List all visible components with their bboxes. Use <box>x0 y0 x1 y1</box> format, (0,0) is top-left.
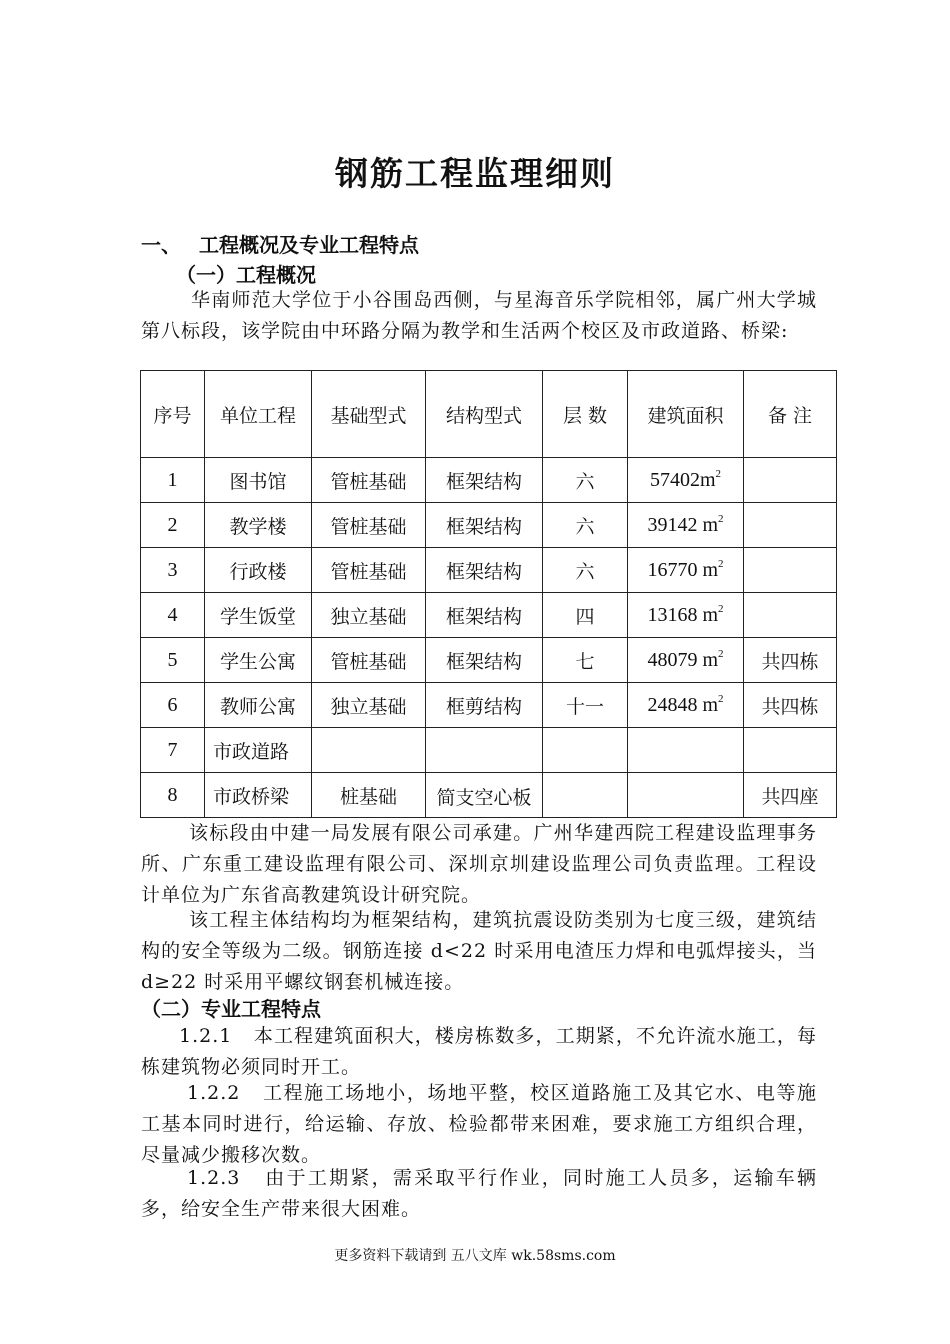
contractor-paragraph: 该标段由中建一局发展有限公司承建。广州华建西院工程建设监理事务所、广东重工建设监理有限公司、深圳京圳建设监理公司负责监理。工程设计单位为广东省高教建筑设计研究院。 <box>141 822 817 906</box>
feature-item <box>141 1163 817 1225</box>
section-title: 工程概况及专业工程特点 <box>199 233 419 257</box>
cell-note <box>744 458 837 503</box>
area-superscript: 2 <box>718 602 724 615</box>
cell-floors: 六 <box>543 548 628 593</box>
intro-paragraph: 华南师范大学位于小谷围岛西侧，与星海音乐学院相邻，属广州大学城第八标段，该学院由中环路分隔为教学和生活两个校区及市政道路、桥梁: <box>141 289 817 342</box>
cell-structure <box>426 773 543 818</box>
cell-structure: 框剪结构 <box>426 683 543 728</box>
area-value: 13168 m <box>647 603 719 626</box>
cell-unit: 学生公寓 <box>205 638 312 683</box>
table-row <box>141 773 837 818</box>
area-value: 16770 m <box>647 558 719 581</box>
cell-area <box>628 548 744 593</box>
cell-foundation: 独立基础 <box>312 683 426 728</box>
table-row <box>141 593 837 638</box>
area-value: 39142 m <box>647 513 719 536</box>
cell-foundation: 管桩基础 <box>312 458 426 503</box>
table-header-cell: 层 数 <box>543 371 628 458</box>
cell-no: 8 <box>141 773 205 818</box>
table-header-cell: 建筑面积 <box>628 371 744 458</box>
cell-note <box>744 593 837 638</box>
subsection-heading-overview: （一）工程概况 <box>176 263 316 287</box>
cell-structure: 框架结构 <box>426 638 543 683</box>
table-row <box>141 683 837 728</box>
table-header-cell: 基础型式 <box>312 371 426 458</box>
structure-paragraph: 该工程主体结构均为框架结构，建筑抗震设防类别为七度三级，建筑结构的安全等级为二级。钢筋连接 d<22 时采用电渣压力焊和电弧焊接头，当 d≥22 时采用平螺纹钢套机械连接。 <box>141 909 817 993</box>
area-value: 57402m <box>649 468 716 491</box>
cell-no: 5 <box>141 638 205 683</box>
area-superscript: 2 <box>715 467 722 480</box>
cell-foundation: 桩基础 <box>312 773 426 818</box>
cell-unit: 市政桥梁 <box>205 773 312 818</box>
area-value: 24848 m <box>647 693 719 716</box>
structure-text: 简支空心板 <box>436 787 532 809</box>
cell-foundation: 管桩基础 <box>312 548 426 593</box>
cell-floors: 十一 <box>543 683 628 728</box>
cell-no: 4 <box>141 593 205 638</box>
cell-unit: 行政楼 <box>205 548 312 593</box>
cell-note: 共四座 <box>744 773 837 818</box>
feature-text: 由于工期紧，需采取平行作业，同时施工人员多，运输车辆多，给安全生产带来很大困难。 <box>141 1167 817 1220</box>
cell-note: 共四栋 <box>744 683 837 728</box>
cell-foundation: 管桩基础 <box>312 638 426 683</box>
cell-floors: 六 <box>543 503 628 548</box>
subsection-heading-features: （二）专业工程特点 <box>141 997 321 1021</box>
area-superscript: 2 <box>718 557 724 570</box>
cell-area <box>628 773 744 818</box>
table-row <box>141 503 837 548</box>
cell-unit: 图书馆 <box>205 458 312 503</box>
document-title: 钢筋工程监理细则 <box>335 154 615 193</box>
cell-area <box>628 638 744 683</box>
table-row <box>141 458 837 503</box>
cell-foundation: 独立基础 <box>312 593 426 638</box>
cell-no: 6 <box>141 683 205 728</box>
cell-structure <box>426 728 543 773</box>
area-superscript: 2 <box>718 512 724 525</box>
feature-number: 1.2.2 <box>187 1082 241 1104</box>
feature-number: 1.2.1 <box>179 1025 233 1047</box>
section-heading <box>141 229 419 258</box>
cell-note <box>744 503 837 548</box>
cell-no: 1 <box>141 458 205 503</box>
cell-unit: 学生饭堂 <box>205 593 312 638</box>
area-superscript: 2 <box>718 647 724 660</box>
cell-area <box>628 683 744 728</box>
footer-download-note: 更多资料下载请到 五八文库 wk.58sms.com <box>334 1248 616 1264</box>
table-row <box>141 728 837 773</box>
cell-area <box>628 593 744 638</box>
cell-structure: 框架结构 <box>426 593 543 638</box>
cell-foundation <box>312 728 426 773</box>
cell-foundation: 管桩基础 <box>312 503 426 548</box>
area-superscript: 2 <box>718 692 724 705</box>
cell-floors: 六 <box>543 458 628 503</box>
section-number: 一、 <box>141 233 181 257</box>
cell-note: 共四栋 <box>744 638 837 683</box>
cell-unit: 市政道路 <box>205 728 312 773</box>
cell-area <box>628 728 744 773</box>
cell-unit: 教师公寓 <box>205 683 312 728</box>
feature-item <box>141 1021 817 1083</box>
cell-note <box>744 728 837 773</box>
cell-no: 2 <box>141 503 205 548</box>
cell-structure: 框架结构 <box>426 503 543 548</box>
table-row <box>141 638 837 683</box>
feature-number: 1.2.3 <box>187 1167 241 1189</box>
cell-note <box>744 548 837 593</box>
feature-text: 本工程建筑面积大，楼房栋数多，工期紧，不允许流水施工，每栋建筑物必须同时开工。 <box>141 1025 817 1078</box>
cell-area <box>628 503 744 548</box>
table-header-cell: 单位工程 <box>205 371 312 458</box>
feature-item <box>141 1078 817 1171</box>
project-units-table <box>140 370 837 818</box>
table-row <box>141 548 837 593</box>
cell-floors <box>543 728 628 773</box>
table-header-cell: 备 注 <box>744 371 837 458</box>
table-header-row <box>141 371 837 458</box>
table-header-cell: 序号 <box>141 371 205 458</box>
cell-no: 7 <box>141 728 205 773</box>
cell-unit: 教学楼 <box>205 503 312 548</box>
feature-text: 工程施工场地小，场地平整，校区道路施工及其它水、电等施工基本同时进行，给运输、存放、检验都带来困难，要求施工方组织合理，尽量减少搬移次数。 <box>141 1082 817 1166</box>
cell-no: 3 <box>141 548 205 593</box>
cell-structure: 框架结构 <box>426 548 543 593</box>
area-value: 48079 m <box>647 648 719 671</box>
cell-floors: 四 <box>543 593 628 638</box>
cell-structure: 框架结构 <box>426 458 543 503</box>
cell-floors: 七 <box>543 638 628 683</box>
cell-area <box>628 458 744 503</box>
cell-floors <box>543 773 628 818</box>
table-header-cell: 结构型式 <box>426 371 543 458</box>
